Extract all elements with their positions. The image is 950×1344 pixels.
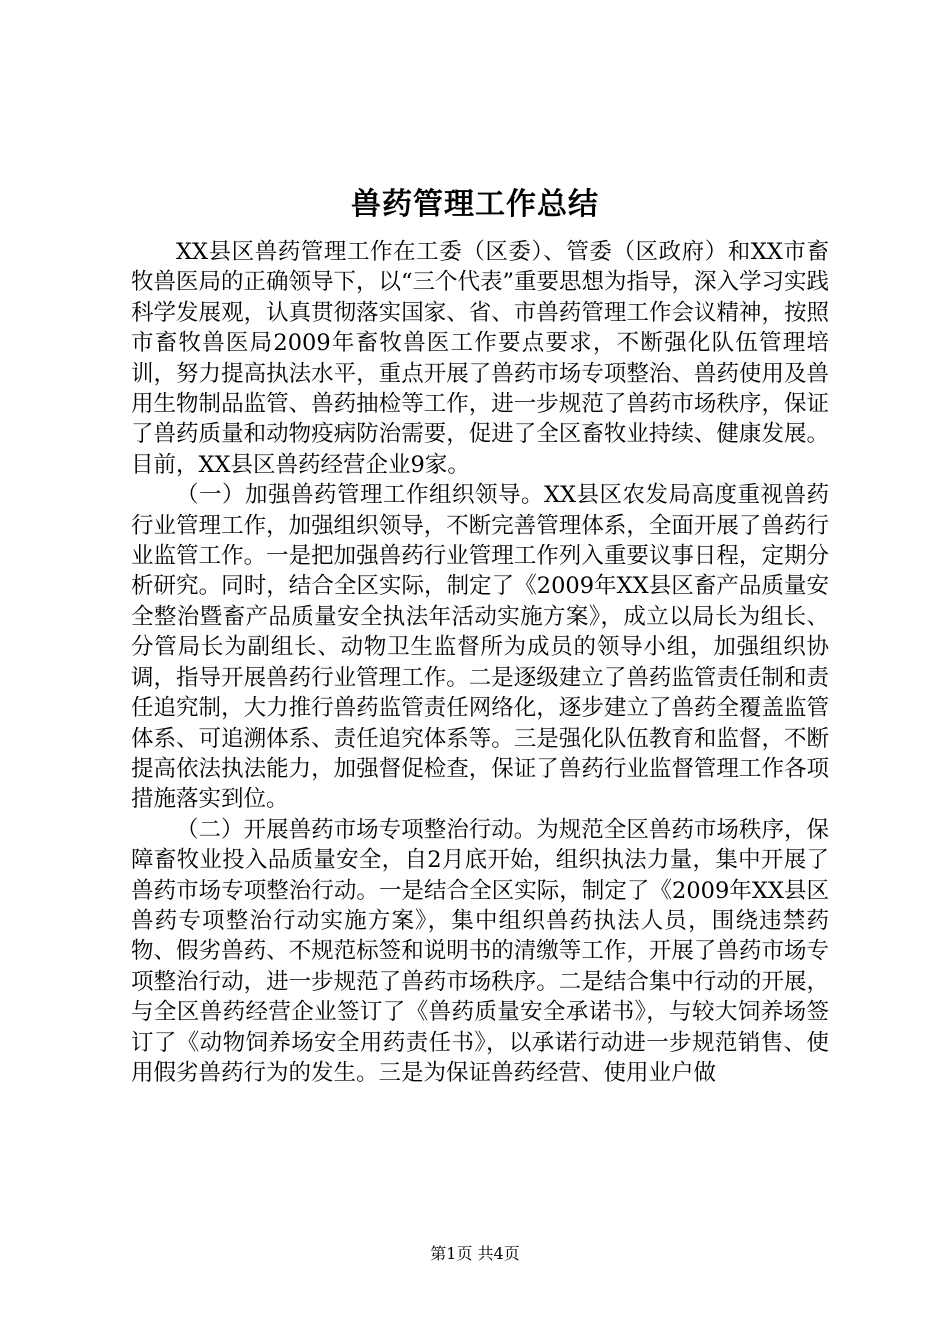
paragraph-section-2: （二）开展兽药市场专项整治行动。为规范全区兽药市场秩序，保障畜牧业投入品质量安全，自2月底开始，组织执法力量，集中开展了兽药市场专项整治行动。一是结合全区实际，制定了《2009年XX县区兽药专项整治行动实施方案》，集中组织兽药执法人员，围绕违禁药物、假劣兽药、不规范标签和说明书的清缴等工作，开展了兽药市场专项整治行动，进一步规范了兽药市场秩序。二是结合集中行动的开展，与全区兽药经营企业签订了《兽药质量安全承诺书》，与较大饲养场签订了《动物饲养场安全用药责任书》，以承诺行动进一步规范销售、使用假劣兽药行为的发生。三是为保证兽药经营、使用业户做 [131, 816, 829, 1086]
page-footer: 第1页 共4页 [430, 1244, 520, 1263]
document-body [131, 237, 829, 1088]
paragraph-section-1: （一）加强兽药管理工作组织领导。XX县区农发局高度重视兽药行业管理工作，加强组织领导，不断完善管理体系，全面开展了兽药行业监管工作。一是把加强兽药行业管理工作列入重要议事日程，定期分析研究。同时，结合全区实际，制定了《2009年XX县区畜产品质量安全整治暨畜产品质量安全执法年活动实施方案》，成立以局长为组长、分管局长为副组长、动物卫生监督所为成员的领导小组，加强组织协调，指导开展兽药行业管理工作。二是逐级建立了兽药监管责任制和责任追究制，大力推行兽药监管责任网络化，逐步建立了兽药全覆盖监管体系、可追溯体系、责任追究体系等。三是强化队伍教育和监督，不断提高依法执法能力，加强督促检查，保证了兽药行业监督管理工作各项措施落实到位。 [131, 482, 829, 813]
document-title: 兽药管理工作总结 [351, 187, 599, 222]
paragraph-intro: XX县区兽药管理工作在工委（区委）、管委（区政府）和XX市畜牧兽医局的正确领导下，以“三个代表”重要思想为指导，深入学习实践科学发展观，认真贯彻落实国家、省、市兽药管理工作会议精神，按照市畜牧兽医局2009年畜牧兽医工作要点要求，不断强化队伍管理培训，努力提高执法水平，重点开展了兽药市场专项整治、兽药使用及兽用生物制品监管、兽药抽检等工作，进一步规范了兽药市场秩序，保证了兽药质量和动物疫病防治需要，促进了全区畜牧业持续、健康发展。目前，XX县区兽药经营企业9家。 [131, 239, 830, 478]
